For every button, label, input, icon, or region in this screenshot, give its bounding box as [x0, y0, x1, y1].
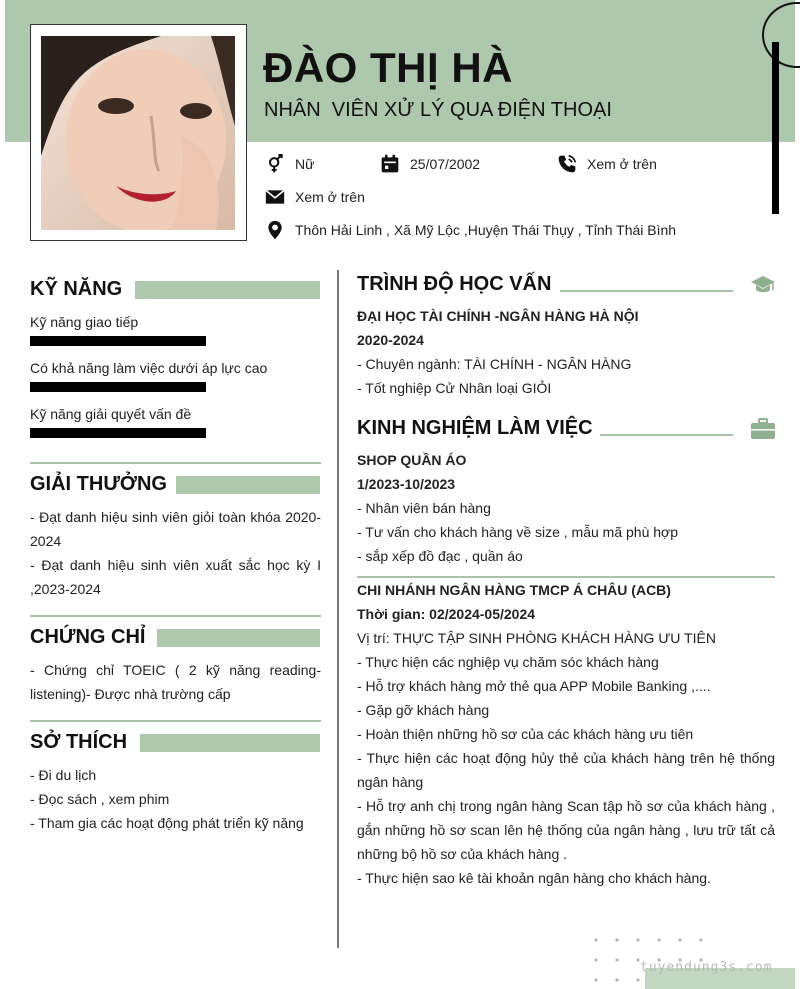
- award-item: - Đạt danh hiệu sinh viên xuất sắc học kỳ I ,2023-2024: [30, 557, 321, 597]
- certificates-title-bar: [157, 629, 320, 647]
- phone-value: Xem ở trên: [587, 156, 657, 172]
- location-pin-icon: [265, 220, 285, 240]
- job-detail: - Hỗ trợ khách hàng mở thẻ qua APP Mobile Banking ,....: [357, 678, 711, 694]
- email-row: [265, 187, 365, 207]
- job-detail: - Thực hiện sao kê tài khoản ngân hàng cho khách hàng.: [357, 870, 711, 886]
- job-company: SHOP QUẦN ÁO: [357, 452, 467, 468]
- education-title-line: [560, 290, 733, 292]
- skills-title: KỸ NĂNG: [30, 278, 123, 300]
- experience-title-line: [600, 434, 733, 436]
- address-value: Thôn Hải Linh , Xã Mỹ Lộc ,Huyện Thái Thụy , Tỉnh Thái Bình: [295, 222, 677, 238]
- job-period: 1/2023-10/2023: [357, 476, 456, 492]
- job-detail: - Gặp gỡ khách hàng: [357, 702, 490, 718]
- awards-title-bar: [176, 476, 320, 494]
- briefcase-icon: [750, 418, 776, 440]
- gender-row: [265, 154, 314, 174]
- section-divider: [30, 720, 321, 722]
- calendar-icon: [380, 154, 400, 174]
- hobbies-title-bar: [140, 734, 320, 752]
- graduation-cap-icon: [750, 274, 776, 296]
- birthdate-row: [380, 154, 480, 174]
- job-company: CHI NHÁNH NGÂN HÀNG TMCP Á CHÂU (ACB): [357, 582, 671, 598]
- hobby-item: - Đọc sách , xem phim: [30, 791, 170, 807]
- experience-title: KINH NGHIỆM LÀM VIỆC: [357, 417, 593, 439]
- job-detail: - Thực hiện các nghiệp vụ chăm sóc khách hàng: [357, 654, 659, 670]
- job-detail: - Hỗ trợ anh chị trong ngân hàng Scan tập hồ sơ của khách hàng , gắn những hồ sơ scan lên hệ thống của ngân hàng , lưu trữ tất cả những bộ hồ sơ của khách hàng .: [357, 798, 775, 862]
- education-title: TRÌNH ĐỘ HỌC VẤN: [357, 273, 552, 295]
- phone-icon: [557, 154, 577, 174]
- envelope-icon: [265, 187, 285, 207]
- skill-item: Có khả năng làm việc dưới áp lực cao: [30, 360, 268, 376]
- watermark: tuyendung3s.com: [640, 960, 773, 975]
- hobby-item: - Tham gia các hoạt động phát triển kỹ năng: [30, 815, 304, 831]
- hobby-item: - Đi du lịch: [30, 767, 97, 783]
- skill-level-bar: [30, 336, 206, 346]
- profile-photo: [41, 36, 235, 230]
- award-item: - Đạt danh hiệu sinh viên giỏi toàn khóa 2020-2024: [30, 509, 321, 549]
- job-detail: - Nhân viên bán hàng: [357, 500, 491, 516]
- section-divider: [30, 615, 321, 617]
- candidate-name: ĐÀO THỊ HÀ: [263, 44, 513, 91]
- email-value: Xem ở trên: [295, 189, 365, 205]
- certificate-item: - Chứng chỉ TOEIC ( 2 kỹ năng reading-listening)- Được nhà trường cấp: [30, 662, 321, 702]
- awards-title: GIẢI THƯỞNG: [30, 473, 167, 495]
- skill-level-bar: [30, 428, 206, 438]
- skills-title-bar: [135, 281, 320, 299]
- skill-item: Kỹ năng giải quyết vấn đề: [30, 406, 192, 422]
- job-position: Vị trí: THỰC TẬP SINH PHÒNG KHÁCH HÀNG ƯU TIÊN: [357, 630, 716, 646]
- education-school: ĐẠI HỌC TÀI CHÍNH -NGÂN HÀNG HÀ NỘI: [357, 308, 639, 324]
- phone-row: [557, 154, 657, 174]
- skill-level-bar: [30, 382, 206, 392]
- birthdate-value: 25/07/2002: [410, 156, 481, 172]
- skill-item: Kỹ năng giao tiếp: [30, 314, 139, 330]
- job-detail: - Hoàn thiện những hồ sơ của các khách hàng ưu tiên: [357, 726, 694, 742]
- education-detail: - Tốt nghiệp Cử Nhân loại GIỎI: [357, 380, 552, 396]
- education-detail: - Chuyên ngành: TÀI CHÍNH - NGÂN HÀNG: [357, 356, 632, 372]
- job-title: NHÂN VIÊN XỬ LÝ QUA ĐIỆN THOẠI: [264, 99, 612, 121]
- job-period: Thời gian: 02/2024-05/2024: [357, 606, 536, 622]
- job-detail: - Tư vấn cho khách hàng về size , mẫu mã phù hợp: [357, 524, 679, 540]
- decorative-bar: [772, 42, 779, 214]
- column-divider: [337, 270, 339, 948]
- hobbies-title: SỞ THÍCH: [30, 731, 128, 753]
- job-detail: - sắp xếp đồ đạc , quần áo: [357, 548, 523, 564]
- address-row: [265, 220, 676, 240]
- gender-value: Nữ: [295, 156, 315, 172]
- certificates-title: CHỨNG CHỈ: [30, 626, 146, 648]
- education-period: 2020-2024: [357, 332, 424, 348]
- gender-icon: [265, 154, 285, 174]
- job-detail: - Thực hiện các hoạt động hủy thẻ của khách hàng trên hệ thống ngân hàng: [357, 750, 775, 790]
- section-divider: [30, 462, 321, 464]
